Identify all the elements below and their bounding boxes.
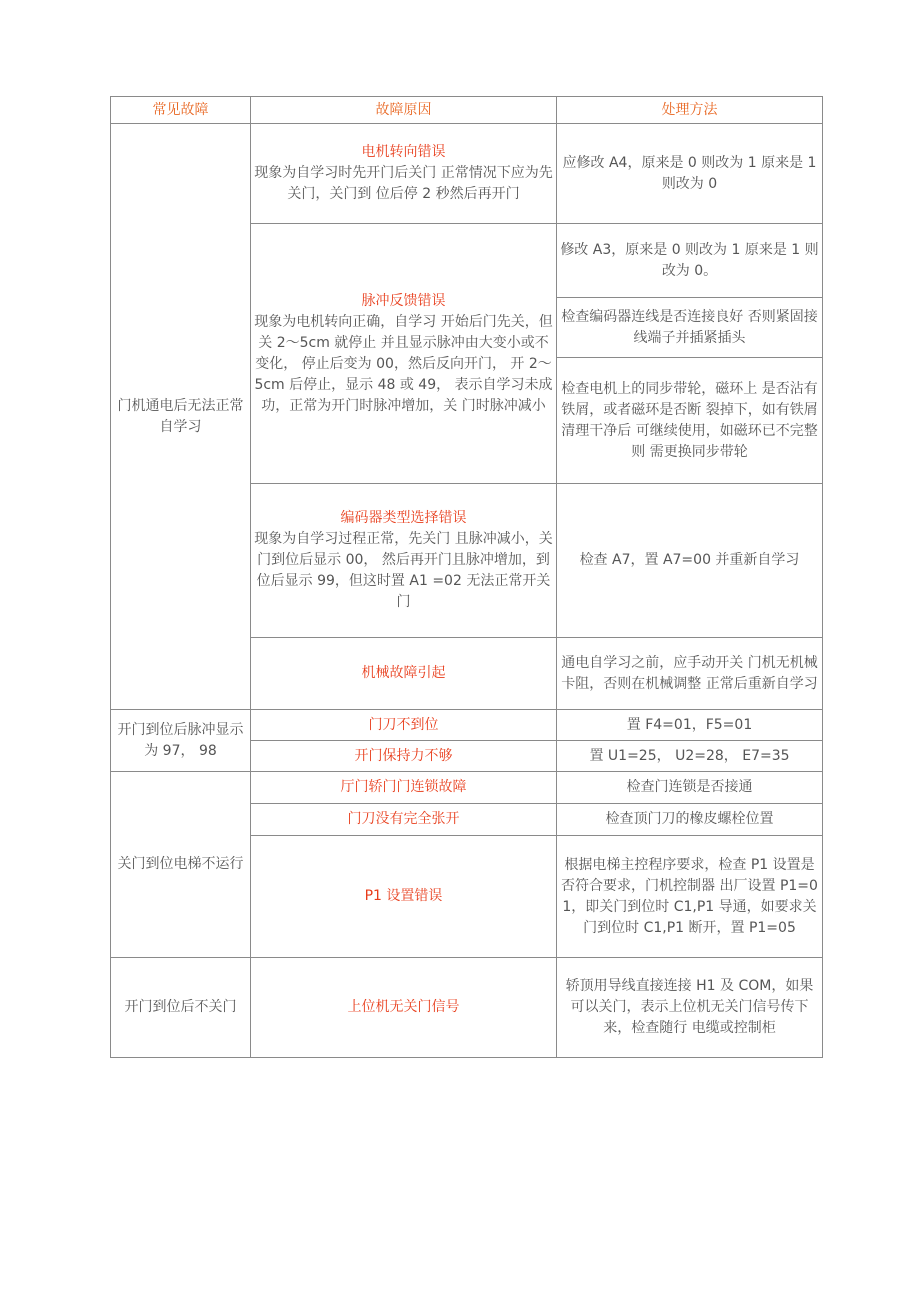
fault-cause-cell — [251, 224, 557, 484]
fault-cause-title: 门刀没有完全张开 — [251, 804, 557, 836]
header-solution: 处理方法 — [557, 97, 823, 124]
fault-solution: 应修改 A4，原来是 0 则改为 1 原来是 1 则改为 0 — [557, 124, 823, 224]
fault-cause-title: 厅门轿门门连锁故障 — [251, 772, 557, 804]
fault-cause-cell — [251, 484, 557, 638]
table-row — [111, 772, 823, 804]
fault-cause-title: 门刀不到位 — [251, 710, 557, 741]
fault-solution: 通电自学习之前，应手动开关 门机无机械卡阻，否则在机械调整 正常后重新自学习 — [557, 638, 823, 710]
fault-solution: 检查门连锁是否接通 — [557, 772, 823, 804]
fault-cause-title: 电机转向错误 — [361, 144, 446, 160]
fault-cause-description: 现象为电机转向正确，自学习 开始后门先关，但关 2～5cm 就停止 并且显示脉冲由大变小或不变化， 停止后变为 00，然后反向开门， 开 2～5cm 后停止，显示 48 或 49， 表示自学习未成功，正常为开门时脉冲增加，关 门时脉冲减小 — [254, 313, 553, 414]
fault-cause-description: 现象为自学习时先开门后关门 正常情况下应为先关门，关门到 位后停 2 秒然后再开门 — [254, 165, 553, 202]
fault-category: 关门到位电梯不运行 — [111, 772, 251, 958]
table-row — [111, 958, 823, 1058]
fault-cause-title: P1 设置错误 — [251, 836, 557, 958]
fault-solution: 修改 A3，原来是 0 则改为 1 原来是 1 则改为 0。 — [557, 224, 823, 298]
table-row — [111, 710, 823, 741]
header-cause: 故障原因 — [251, 97, 557, 124]
fault-cause-title: 上位机无关门信号 — [251, 958, 557, 1058]
fault-cause-title: 机械故障引起 — [251, 638, 557, 710]
fault-cause-title: 开门保持力不够 — [251, 741, 557, 772]
fault-table — [110, 96, 823, 1058]
table-row — [111, 124, 823, 224]
fault-solution: 检查电机上的同步带轮，磁环上 是否沾有铁屑，或者磁环是否断 裂掉下，如有铁屑清理干净后 可继续使用，如磁环已不完整则 需更换同步带轮 — [557, 358, 823, 484]
fault-solution: 检查顶门刀的橡皮螺栓位置 — [557, 804, 823, 836]
fault-category: 开门到位后脉冲显示为 97， 98 — [111, 710, 251, 772]
fault-solution: 检查 A7，置 A7=00 并重新自学习 — [557, 484, 823, 638]
fault-solution: 根据电梯主控程序要求，检查 P1 设置是否符合要求，门机控制器 出厂设置 P1=01，即关门到位时 C1,P1 导通，如要求关门到位时 C1,P1 断开，置 P1=05 — [557, 836, 823, 958]
header-category: 常见故障 — [111, 97, 251, 124]
fault-cause-cell — [251, 124, 557, 224]
fault-category: 开门到位后不关门 — [111, 958, 251, 1058]
fault-cause-description: 现象为自学习过程正常，先关门 且脉冲减小，关门到位后显示 00， 然后再开门且脉冲增加，到位后显示 99，但这时置 A1 =02 无法正常开关门 — [254, 531, 553, 610]
fault-cause-title: 脉冲反馈错误 — [361, 292, 446, 309]
fault-solution: 检查编码器连线是否连接良好 否则紧固接线端子并插紧插头 — [557, 298, 823, 358]
fault-cause-title: 编码器类型选择错误 — [340, 510, 467, 526]
fault-solution: 置 U1=25， U2=28， E7=35 — [557, 741, 823, 772]
fault-solution: 置 F4=01，F5=01 — [557, 710, 823, 741]
fault-category: 门机通电后无法正常自学习 — [111, 124, 251, 710]
table-header-row — [111, 97, 823, 124]
fault-solution: 轿顶用导线直接连接 H1 及 COM，如果可以关门，表示上位机无关门信号传下来，检查随行 电缆或控制柜 — [557, 958, 823, 1058]
